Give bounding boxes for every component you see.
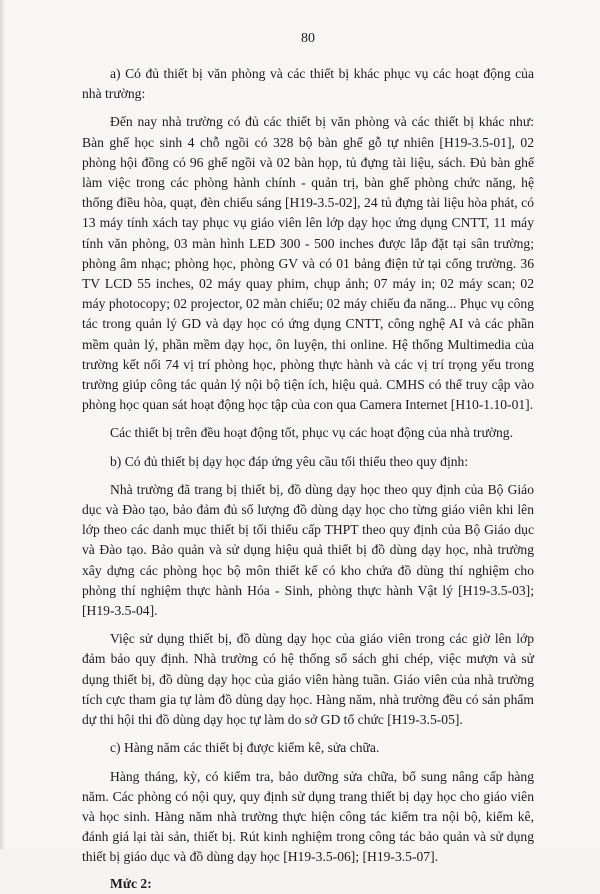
section-a-conclusion: Các thiết bị trên đều hoạt động tốt, phục vụ các hoạt động của nhà trường. — [110, 425, 514, 441]
section-c-body: Hàng tháng, kỳ, có kiểm tra, bảo dưỡng sửa chữa, bổ sung nâng cấp hàng năm. Các phòng có nội quy, quy định sử dụng trang thiết bị dạy học cho giáo viên và học sinh. Hàng năm nhà trường thực hiện công tác kiểm tra nội bộ, kiểm kê, đánh giá lại tài sản, thiết bị. Rút kinh nghiệm trong công tác bảo quản và sử dụng thiết bị giáo dục và đồ dùng dạy học [H19-3.5-06]; [H19-3.5-07]. — [82, 768, 534, 865]
section-a-heading: a) Có đủ thiết bị văn phòng và các thiết bị khác phục vụ các hoạt động của nhà trường: — [82, 66, 534, 102]
level-2-heading: Mức 2: — [110, 875, 152, 891]
section-b-heading: b) Có đủ thiết bị dạy học đáp ứng yêu cầu tối thiểu theo quy định: — [110, 453, 469, 469]
page-number: 80 — [301, 31, 315, 46]
section-b-body-2: Việc sử dụng thiết bị, đồ dùng dạy học của giáo viên trong các giờ lên lớp đảm bảo quy định. Nhà trường có hệ thống sổ sách ghi chép, việc mượn và sử dụng thiết bị, đồ dùng dạy học của giáo viên hàng tuần. Giáo viên của nhà trường tích cực tham gia tự làm đồ dùng dạy học. Hàng năm, nhà trường đều có sản phẩm dự thi hội thi đồ dùng dạy học tự làm do sở GD tổ chức [H19-3.5-05]. — [82, 631, 534, 728]
scan-edge-shadow — [0, 0, 5, 849]
section-a-body: Đến nay nhà trường có đủ các thiết bị văn phòng và các thiết bị khác như: Bàn ghế học sinh 4 chỗ ngồi có 328 bộ bàn ghế gỗ tự nhiên [H19-3.5-01], 02 phòng hội đồng có 96 ghế ngồi và 02 bàn họp, tủ đựng tài liệu, sách. Đủ bàn ghế làm việc trong các phòng hành chính - quản trị, bàn ghế phòng chức năng, hệ thống điều hòa, quạt, đèn chiếu sáng [H19-3.5-02], 24 tủ đựng tài liệu hòa phát, có 13 máy tính xách tay phục vụ giáo viên lên lớp dạy học ứng dụng CNTT, 11 máy tính văn phòng, 03 màn hình LED 300 - 500 inches được lắp đặt tại sân trường; phòng âm nhạc; phòng học, phòng GV và có 01 bảng điện tử tại cổng trường. 36 TV LCD 55 inches, 02 máy quay phim, chụp ảnh; 07 máy in; 02 máy scan; 02 máy photocopy; 02 projector, 02 màn chiếu; 02 máy chiếu đa năng... Phục vụ công tác trong quản lý GD và dạy học có ứng dụng CNTT, công nghệ AI và các phần mềm quản lý, phần mềm dạy học, ôn luyện, thi online. Hệ thống Multimedia của trường kết nối 74 vị trí phòng học, phòng thực hành và các vị trí trọng yếu trong trường giúp công tác quản lý nội bộ tiện ích, hiệu quả. CMHS có thể truy cập vào phòng học quan sát hoạt động học tập của con qua Camera Internet [H10-1.10-01]. — [82, 114, 534, 413]
section-b-body-1: Nhà trường đã trang bị thiết bị, đồ dùng dạy học theo quy định của Bộ Giáo dục và Đào tạo, bảo đảm đủ số lượng đồ dùng dạy học cho từng giáo viên khi lên lớp theo các danh mục thiết bị tối thiểu cấp THPT theo quy định của Bộ Giáo dục và Đào tạo. Bảo quản và sử dụng hiệu quả thiết bị đồ dùng dạy học, nhà trường xây dựng các phòng học bộ môn thiết kế có kho chứa đồ dùng thí nghiệm cho phòng thí nghiệm thực hành Hóa - Sinh, phòng thực hành Vật lý [H19-3.5-03]; [H19-3.5-04]. — [82, 481, 534, 619]
section-c-heading: c) Hàng năm các thiết bị được kiểm kê, sửa chữa. — [110, 740, 380, 756]
